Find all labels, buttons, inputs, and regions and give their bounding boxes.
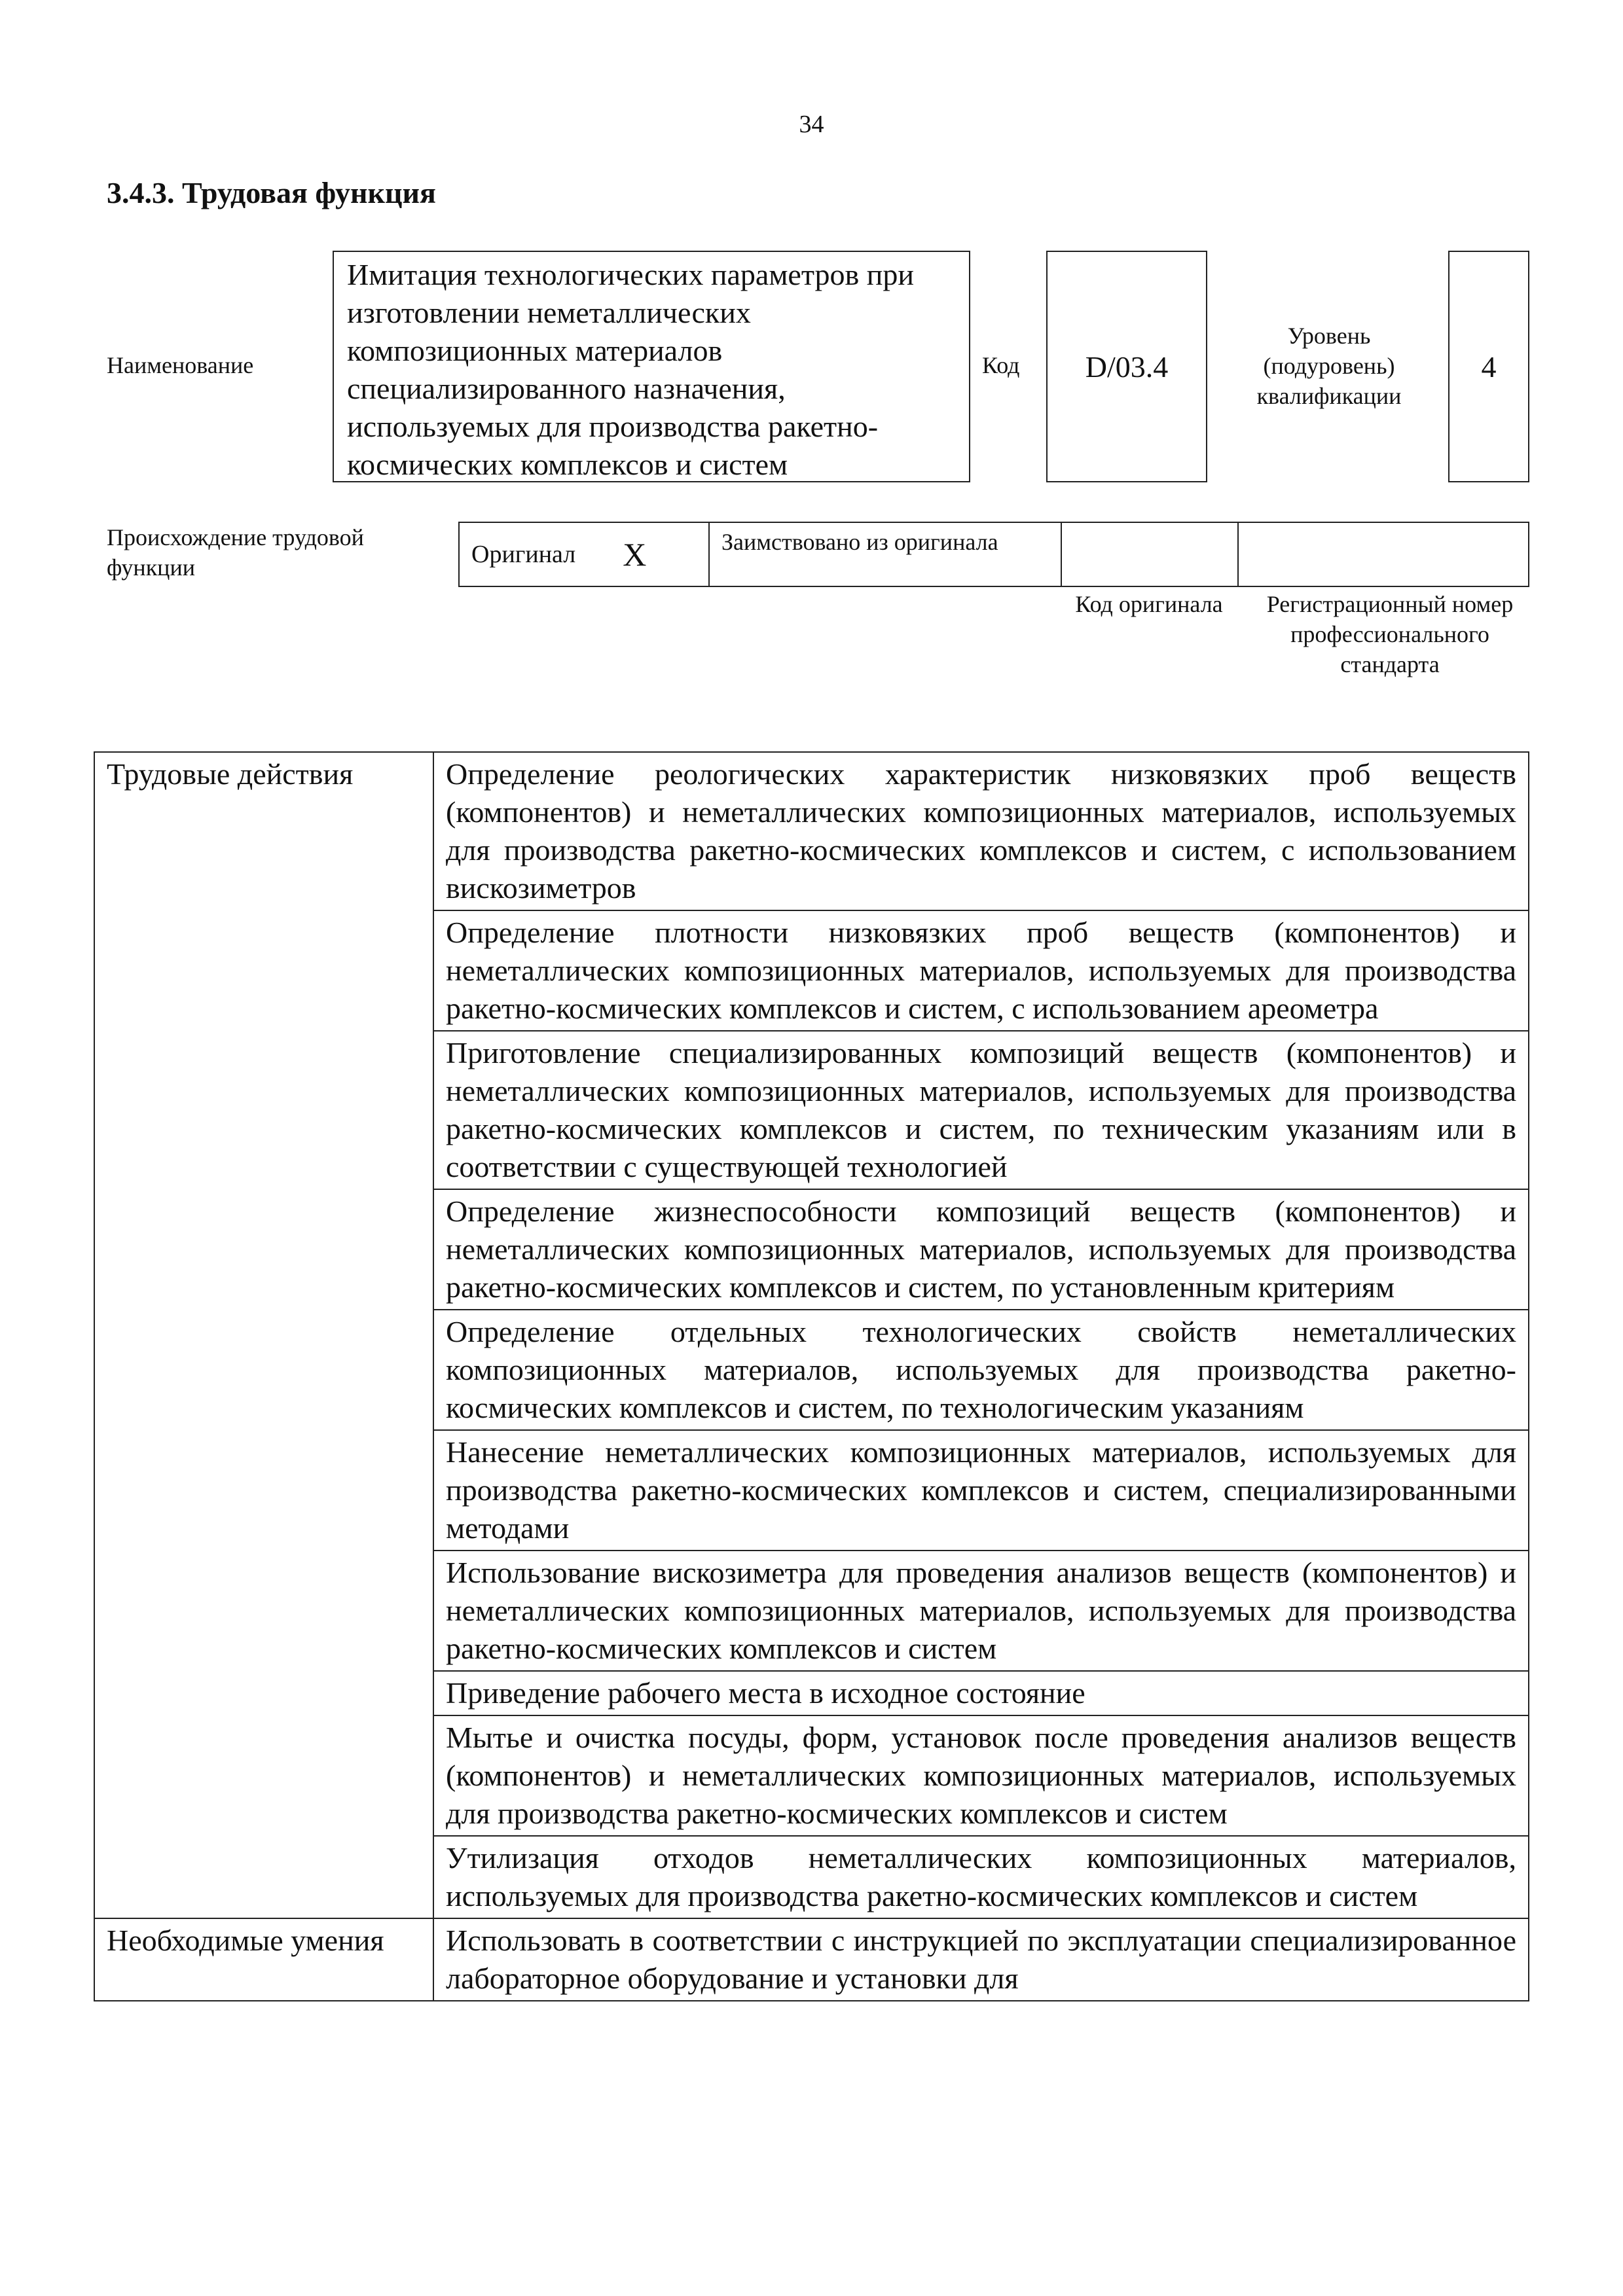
level-value: 4 xyxy=(1481,350,1497,384)
function-name-box: Имитация технологических параметров при изготовлении неметаллических композиционных материалов специализированного назначения, используемых для производства ракетно-космических комплексов и систем xyxy=(333,251,970,482)
labor-action-item: Определение жизнеспособности композиций веществ (компонентов) и неметаллических композиционных материалов, используемых для производства ракетно-космических комплексов и систем, по установленным критериям xyxy=(433,1189,1529,1310)
labor-action-item: Определение отдельных технологических свойств неметаллических композиционных материалов, используемых для производства ракетно-космических комплексов и систем, по технологическим указаниям xyxy=(433,1310,1529,1430)
original-mark: X xyxy=(623,536,647,573)
table-row xyxy=(94,1918,1529,2001)
origin-code-cell xyxy=(1062,523,1239,586)
table-row xyxy=(94,752,1529,910)
labor-action-item: Использование вискозиметра для проведения анализов веществ (компонентов) и неметаллических композиционных материалов, используемых для производства ракетно-космических комплексов и систем xyxy=(433,1551,1529,1671)
section-title: 3.4.3. Трудовая функция xyxy=(107,176,436,209)
labor-action-item: Приведение рабочего места в исходное состояние xyxy=(433,1671,1529,1715)
original-label: Оригинал xyxy=(471,541,576,568)
level-label: Уровень (подуровень) квалификации xyxy=(1256,323,1402,409)
labor-action-item: Нанесение неметаллических композиционных материалов, используемых для производства ракетно-космических комплексов и систем, специализированными методами xyxy=(433,1430,1529,1551)
caption-reg-number: Регистрационный номер профессионального стандарта xyxy=(1266,591,1514,677)
page-number: 34 xyxy=(799,111,824,138)
labor-action-item: Утилизация отходов неметаллических композиционных материалов, используемых для производства ракетно-космических комплексов и систем xyxy=(433,1836,1529,1918)
labor-function-table xyxy=(94,751,1529,2001)
name-label: Наименование xyxy=(107,352,254,378)
level-value-box xyxy=(1448,251,1529,482)
origin-borrowed-cell xyxy=(710,523,1062,586)
code-label: Код xyxy=(982,352,1020,378)
labor-actions-label: Трудовые действия xyxy=(94,752,433,1918)
labor-action-item: Приготовление специализированных композиций веществ (компонентов) и неметаллических композиционных материалов, используемых для производства ракетно-космических комплексов и систем, по техническим указаниям или в соответствии с существующей технологией xyxy=(433,1031,1529,1189)
origin-reg-cell xyxy=(1239,523,1528,586)
origin-original-cell xyxy=(460,523,710,586)
labor-action-item: Определение реологических характеристик низковязких проб веществ (компонентов) и неметаллических композиционных материалов, используемых для производства ракетно-космических комплексов и систем, с использованием вискозиметров xyxy=(433,752,1529,910)
labor-action-item: Определение плотности низковязких проб веществ (компонентов) и неметаллических композиционных материалов, используемых для производства ракетно-космических комплексов и систем, с использованием ареометра xyxy=(433,910,1529,1031)
origin-row xyxy=(458,522,1529,587)
borrowed-label: Заимствовано из оригинала xyxy=(721,529,998,555)
labor-action-item: Мытье и очистка посуды, форм, установок после проведения анализов веществ (компонентов) и неметаллических композиционных материалов, используемых для производства ракетно-космических комплексов и систем xyxy=(433,1715,1529,1836)
skills-label: Необходимые умения xyxy=(94,1918,433,2001)
code-value: D/03.4 xyxy=(1085,350,1169,384)
origin-label: Происхождение трудовой функции xyxy=(107,524,364,581)
code-value-box xyxy=(1046,251,1207,482)
caption-code-original: Код оригинала xyxy=(1075,591,1223,617)
skill-item: Использовать в соответствии с инструкцией по эксплуатации специализированное лабораторное оборудование и установки для xyxy=(433,1918,1529,2001)
